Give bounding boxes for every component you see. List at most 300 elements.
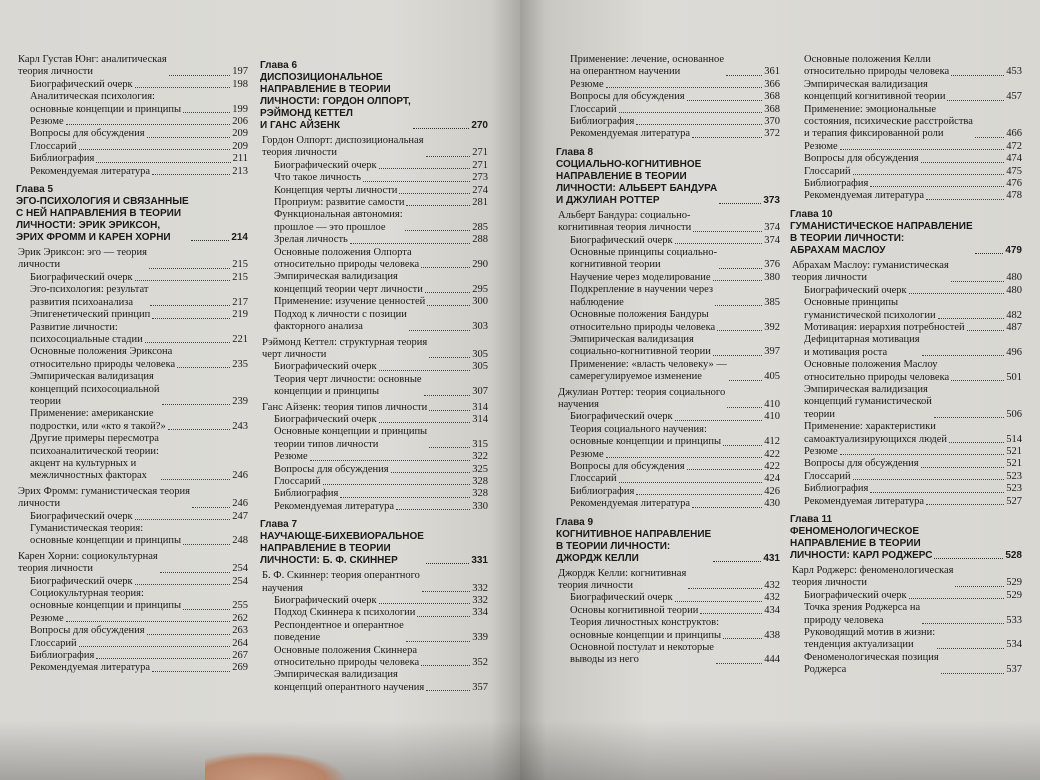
chapter-heading: [260, 519, 488, 567]
toc-subsection-entry: [16, 650, 248, 662]
page-number: 254: [232, 575, 248, 587]
page-number: 197: [232, 66, 248, 78]
toc-section-entry: [16, 54, 248, 79]
toc-subsection-entry: [790, 627, 1022, 652]
entry-title: Эрих Фромм: гуманистическая теория личности: [18, 485, 190, 510]
toc-subsection-entry: [260, 296, 488, 308]
page-number: 328: [472, 475, 488, 487]
toc-subsection-entry: [260, 271, 488, 296]
dot-leader: [161, 479, 230, 480]
dot-leader: [719, 268, 762, 269]
page-number: 523: [1006, 483, 1022, 495]
entry-title: Эмпирическая валидизация концепций гуманистической теории: [804, 383, 932, 420]
toc-subsection-entry: [260, 426, 488, 451]
toc-section-entry: [16, 551, 248, 576]
dot-leader: [934, 558, 1003, 559]
entry-title: Рэймонд Кеттел: структурная теория черт личности: [262, 336, 428, 360]
page-number: 215: [232, 271, 248, 283]
chapter-heading: [556, 517, 780, 565]
toc-section-entry: [16, 247, 248, 272]
chapter-number: Глава 5: [16, 184, 54, 196]
toc-subsection-entry: [16, 588, 248, 613]
dot-leader: [379, 603, 471, 604]
dot-leader: [619, 112, 763, 113]
page-number: 288: [472, 234, 488, 246]
dot-leader: [938, 318, 1005, 319]
entry-title: Точка зрения Роджерса на природу человека: [804, 602, 921, 626]
toc-subsection-entry: [790, 104, 1022, 141]
entry-title: Применение: эмоциональные состояния, психические расстройства и терапия фиксированной роли: [804, 103, 973, 140]
page-number: 380: [764, 271, 780, 283]
dot-leader: [379, 168, 471, 169]
dot-leader: [426, 156, 471, 157]
page-number: 246: [232, 470, 248, 482]
entry-title: Феноменологическая позиция Роджерса: [804, 651, 939, 676]
entry-title: Развитие личности: психосоциальные стадии: [30, 321, 143, 345]
entry-title: Резюме: [570, 448, 604, 460]
entry-title: Глоссарий: [274, 475, 321, 487]
dot-leader: [426, 690, 470, 691]
page-number: 397: [764, 346, 780, 358]
dot-leader: [363, 181, 470, 182]
toc-subsection-entry: [260, 309, 488, 334]
entry-title: Функциональная автономия: прошлое — это прошлое: [274, 209, 403, 233]
dot-leader: [147, 137, 231, 138]
page-number: 269: [232, 662, 248, 674]
dot-leader: [675, 243, 763, 244]
page-number: 267: [232, 650, 248, 662]
toc-subsection-entry: [790, 334, 1022, 359]
dot-leader: [135, 584, 231, 585]
entry-title: Проприум: развитие самости: [274, 197, 405, 209]
dot-leader: [192, 507, 230, 508]
page-number: 219: [232, 309, 248, 321]
page-number: 438: [764, 629, 780, 641]
page-number: 281: [472, 197, 488, 209]
page-number: 290: [472, 259, 488, 271]
toc-subsection-entry: [260, 476, 488, 488]
toc-subsection-entry: [16, 116, 248, 128]
toc-subsection-entry: [790, 602, 1022, 627]
page-number: 246: [232, 498, 248, 510]
entry-title: Рекомендуемая литература: [274, 500, 395, 512]
toc-subsection-entry: [790, 421, 1022, 446]
toc-subsection-entry: [16, 128, 248, 140]
page-number: 527: [1006, 495, 1022, 507]
page-number: 385: [764, 296, 780, 308]
toc-subsection-entry: [556, 247, 780, 272]
entry-title: Основные положения Олпорта относительно природы человека: [274, 246, 420, 271]
dot-leader: [340, 497, 470, 498]
toc-subsection-entry: [790, 297, 1022, 322]
toc-subsection-entry: [556, 486, 780, 498]
chapter-title: СОЦИАЛЬНО-КОГНИТИВНОЕ НАПРАВЛЕНИЕ В ТЕОРИИ ЛИЧНОСТИ: АЛЬБЕРТ БАНДУРА И ДЖУЛИАН РОТТЕР: [556, 158, 718, 206]
entry-title: Эмпирическая валидизация концепций оперантного научения: [274, 669, 425, 693]
page-number: 300: [472, 296, 488, 308]
entry-title: Зрелая личность: [274, 234, 348, 246]
toc-subsection-entry: [790, 322, 1022, 334]
dot-leader: [675, 420, 763, 421]
dot-leader: [693, 231, 762, 232]
toc-subsection-entry: [790, 471, 1022, 483]
toc-subsection-entry: [556, 411, 780, 423]
entry-title: Вопросы для обсуждения: [570, 460, 685, 472]
dot-leader: [183, 609, 230, 610]
dot-leader: [692, 507, 762, 508]
dot-leader: [922, 623, 1004, 624]
entry-title: Рекомендуемая литература: [804, 190, 925, 202]
entry-title: Вопросы для обсуждения: [804, 458, 919, 470]
toc-subsection-entry: [16, 91, 248, 116]
chapter-heading: [16, 184, 248, 244]
entry-title: Карл Роджерс: феноменологическая теория личности: [792, 565, 954, 589]
page-number: 529: [1006, 589, 1022, 601]
toc-subsection-entry: [556, 54, 780, 79]
dot-leader: [79, 646, 231, 647]
toc-section-entry: [260, 570, 488, 595]
toc-subsection-entry: [556, 284, 780, 309]
page-number: 285: [472, 221, 488, 233]
page-number: 307: [472, 386, 488, 398]
toc-subsection-entry: [16, 166, 248, 178]
page-number: 521: [1006, 445, 1022, 457]
chapter-title-row: [16, 196, 248, 244]
toc-subsection-entry: [16, 638, 248, 650]
entry-title: Резюме: [30, 612, 64, 624]
entry-title: Резюме: [570, 78, 604, 90]
page-number: 466: [1006, 128, 1022, 140]
toc-subsection-entry: [556, 309, 780, 334]
dot-leader: [715, 305, 762, 306]
page-number: 332: [472, 595, 488, 606]
page-number: 496: [1006, 346, 1022, 358]
page-number: 199: [232, 103, 248, 115]
page-number: 274: [472, 184, 488, 196]
entry-title: Биографический очерк: [30, 510, 133, 522]
dot-leader: [66, 124, 231, 125]
page-number: 534: [1006, 639, 1022, 651]
entry-title: Биографический очерк: [570, 592, 673, 604]
entry-title: Биографический очерк: [804, 284, 907, 296]
entry-title: Применение: «власть человеку» — самерегулируемое изменение: [570, 358, 727, 383]
page-number: 521: [1006, 458, 1022, 470]
entry-title: Основные принципы гуманистической психологии: [804, 297, 936, 321]
page-number: 431: [763, 552, 780, 564]
dot-leader: [951, 281, 1004, 282]
toc-subsection-entry: [556, 449, 780, 461]
dot-leader: [396, 509, 470, 510]
dot-leader: [716, 663, 762, 664]
page-number: 392: [764, 321, 780, 333]
entry-title: Биографический очерк: [274, 361, 377, 373]
page-number: 314: [472, 413, 488, 425]
toc-subsection-entry: [16, 284, 248, 309]
dot-leader: [152, 671, 230, 672]
page-number: 480: [1006, 272, 1022, 284]
page-number: 331: [471, 555, 488, 567]
entry-title: Библиография: [804, 483, 869, 495]
dot-leader: [840, 454, 1005, 455]
page-number: 314: [472, 401, 488, 413]
toc-subsection-entry: [16, 272, 248, 284]
entry-title: Основные положения Маслоу относительно природы человека: [804, 359, 950, 383]
dot-leader: [975, 253, 1004, 254]
toc-subsection-entry: [260, 361, 488, 373]
entry-title: Теория черт личности: основные концепции и принципы: [274, 373, 422, 398]
entry-title: Джулиан Роттер: теория социального научения: [558, 386, 726, 410]
page-number: 264: [232, 637, 248, 649]
toc-subsection-entry: [790, 458, 1022, 470]
entry-title: Альберт Бандура: социально- когнитивная теория личности: [558, 209, 692, 234]
chapter-number: Глава 7: [260, 519, 298, 531]
dot-leader: [135, 280, 231, 281]
entry-title: Подкрепление в научении через наблюдение: [570, 284, 714, 308]
toc-subsection-entry: [790, 54, 1022, 79]
chapter-number: Глава 9: [556, 516, 594, 528]
page-number: 235: [232, 358, 248, 370]
dot-leader: [66, 621, 231, 622]
dot-leader: [717, 330, 762, 331]
page-number: 328: [472, 488, 488, 500]
entry-title: Подход Скиннера к психологии: [274, 607, 416, 619]
dot-leader: [700, 613, 762, 614]
toc-subsection-entry: [16, 523, 248, 548]
entry-title: Рекомендуемая литература: [570, 128, 691, 140]
entry-title: Биографический очерк: [30, 575, 133, 587]
page-number: 444: [764, 654, 780, 666]
entry-title: Глоссарий: [570, 473, 617, 485]
page-number: 271: [472, 159, 488, 171]
dot-leader: [160, 572, 231, 573]
page-number: 271: [472, 147, 488, 159]
dot-leader: [152, 318, 230, 319]
toc-subsection-entry: [16, 79, 248, 91]
toc-subsection-entry: [260, 197, 488, 209]
page-number: 303: [472, 321, 488, 333]
page-number: 334: [472, 607, 488, 619]
dot-leader: [145, 342, 230, 343]
dot-leader: [921, 467, 1005, 468]
toc-section-entry: [556, 387, 780, 412]
entry-title: Основы когнитивной теории: [570, 604, 699, 616]
page-number: 270: [471, 120, 488, 131]
page-number: 501: [1006, 371, 1022, 383]
entry-title: Подход к личности с позиции факторного анализа: [274, 308, 407, 333]
toc-subsection-entry: [260, 374, 488, 399]
page-number: 374: [764, 222, 780, 234]
dot-leader: [713, 355, 762, 356]
dot-leader: [926, 504, 1004, 505]
entry-title: Основные концепции и принципы теории типов личности: [274, 426, 428, 450]
dot-leader: [152, 174, 230, 175]
toc-subsection-entry: [260, 185, 488, 197]
entry-title: Основной постулат и некоторые выводы из него: [570, 642, 714, 666]
page-number: 426: [764, 485, 780, 497]
entry-title: Теория социального научения: основные концепции и принципы: [570, 423, 722, 448]
toc-subsection-entry: [260, 607, 488, 619]
dot-leader: [853, 479, 1005, 480]
page-number: 368: [764, 91, 780, 103]
dot-leader: [713, 561, 761, 562]
entry-title: Гуманистическая теория: основные концепции и принципы: [30, 523, 182, 547]
page-number: 352: [472, 657, 488, 669]
chapter-heading: [260, 60, 488, 132]
chapter-title: ЭГО-ПСИХОЛОГИЯ И СВЯЗАННЫЕ С НЕЙ НАПРАВЛЕНИЯ В ТЕОРИИ ЛИЧНОСТИ: ЭРИК ЭРИКСОН, ЭРИХ ФРОММ И КАРЕН ХОРНИ: [16, 196, 189, 244]
dot-leader: [379, 370, 471, 371]
dot-leader: [687, 469, 763, 470]
toc-subsection-entry: [260, 669, 488, 694]
dot-leader: [619, 482, 763, 483]
page-number: 206: [232, 116, 248, 128]
page-number: 332: [472, 582, 488, 594]
toc-subsection-entry: [16, 141, 248, 153]
entry-title: Библиография: [804, 178, 869, 190]
chapter-heading: [790, 209, 1022, 257]
page-number: 528: [1005, 550, 1022, 561]
dot-leader: [870, 492, 1004, 493]
page-number: 357: [472, 681, 488, 693]
page-number: 476: [1006, 178, 1022, 190]
entry-title: Эмпирическая валидизация социально-когнитивной теории: [570, 333, 711, 358]
page-number: 247: [232, 510, 248, 522]
entry-title: Вопросы для обсуждения: [570, 91, 685, 103]
dot-leader: [96, 162, 230, 163]
page-number: 325: [472, 463, 488, 475]
toc-subsection-entry: [16, 346, 248, 371]
entry-title: Библиография: [570, 116, 635, 128]
entry-title: Эрик Эриксон: эго — теория личности: [18, 247, 147, 271]
entry-title: Вопросы для обсуждения: [274, 463, 389, 475]
entry-title: Эмпирическая валидизация концепций когнитивной теории: [804, 78, 946, 103]
dot-leader: [975, 137, 1004, 138]
toc-subsection-entry: [260, 595, 488, 607]
page-number: 475: [1006, 165, 1022, 177]
dot-leader: [870, 186, 1004, 187]
dot-leader: [162, 404, 231, 405]
page-number: 339: [472, 632, 488, 644]
page-number: 370: [764, 116, 780, 128]
page-number: 376: [764, 259, 780, 271]
entry-title: Руководящий мотив в жизни: тенденция актуализации: [804, 627, 936, 651]
dot-leader: [413, 128, 470, 129]
finger-shadow: [205, 752, 345, 780]
entry-title: Основные положения Келли относительно природы человека: [804, 54, 950, 78]
toc-section-entry: [16, 486, 248, 511]
page-number: 254: [232, 563, 248, 575]
toc-section-entry: [260, 135, 488, 160]
entry-title: Биографический очерк: [274, 159, 377, 171]
toc-subsection-entry: [16, 433, 248, 483]
entry-title: Биографический очерк: [570, 411, 673, 423]
entry-title: Мотивация: иерархия потребностей: [804, 321, 965, 333]
chapter-title-row: [260, 72, 488, 132]
entry-title: Основные положения Бандуры относительно природы человека: [570, 309, 716, 333]
chapter-number: Глава 10: [790, 208, 833, 220]
page-number: 221: [232, 333, 248, 345]
page-number: 217: [232, 296, 248, 308]
page-number: 410: [764, 411, 780, 423]
dot-leader: [429, 357, 470, 358]
page-number: 315: [472, 438, 488, 450]
entry-title: Глоссарий: [804, 165, 851, 177]
page-number: 457: [1006, 91, 1022, 103]
toc-section-entry: [556, 210, 780, 235]
page-number: 263: [232, 625, 248, 637]
dot-leader: [675, 601, 763, 602]
page-number: 422: [764, 448, 780, 460]
dot-leader: [687, 100, 763, 101]
dot-leader: [719, 203, 761, 204]
page-number: 243: [232, 420, 248, 432]
dot-leader: [424, 395, 471, 396]
entry-title: Биографический очерк: [804, 589, 907, 601]
toc-subsection-entry: [556, 617, 780, 642]
toc-subsection-entry: [556, 104, 780, 116]
dot-leader: [425, 292, 470, 293]
chapter-heading: [790, 514, 1022, 562]
toc-section-entry: [260, 337, 488, 362]
chapter-title-row: [790, 221, 1022, 257]
toc-subsection-entry: [260, 247, 488, 272]
page-number: 434: [764, 604, 780, 616]
dot-leader: [926, 199, 1004, 200]
dot-leader: [951, 380, 1004, 381]
entry-title: Аналитическая психология: основные концепции и принципы: [30, 91, 182, 115]
toc-subsection-entry: [260, 488, 488, 500]
page-number: 424: [764, 473, 780, 485]
page-number: 533: [1006, 614, 1022, 626]
dot-leader: [350, 243, 470, 244]
entry-title: Библиография: [570, 485, 635, 497]
toc-subsection-entry: [556, 334, 780, 359]
entry-title: Применение: американские подростки, или «кто я такой?»: [30, 408, 166, 432]
dot-leader: [853, 174, 1005, 175]
page-number: 330: [472, 500, 488, 512]
dot-leader: [406, 641, 470, 642]
dot-leader: [729, 380, 762, 381]
entry-title: Рекомендуемая литература: [804, 495, 925, 507]
entry-title: Ганс Айзенк: теория типов личности: [262, 401, 428, 413]
page-number: 453: [1006, 66, 1022, 78]
chapter-heading: [556, 147, 780, 207]
toc-subsection-entry: [790, 483, 1022, 495]
entry-title: Научение через моделирование: [570, 271, 711, 283]
dot-leader: [949, 442, 1004, 443]
toc-subsection-entry: [16, 662, 248, 674]
dot-leader: [713, 280, 763, 281]
page-number: 372: [764, 128, 780, 140]
toc-subsection-entry: [556, 642, 780, 667]
dot-leader: [135, 87, 231, 88]
entry-title: Вопросы для обсуждения: [30, 625, 145, 637]
page-number: 405: [764, 371, 780, 383]
dot-leader: [909, 293, 1005, 294]
page-number: 262: [232, 612, 248, 624]
entry-title: Другие примеры пересмотра психоаналитической теории: акцент на культурных и межличностных факторах: [30, 433, 159, 482]
toc-column-2: [260, 54, 488, 694]
dot-leader: [951, 75, 1004, 76]
entry-title: Биографический очерк: [274, 595, 377, 606]
dot-leader: [79, 149, 231, 150]
dot-leader: [135, 519, 231, 520]
entry-title: Социокультурная теория: основные концепции и принципы: [30, 588, 182, 612]
dot-leader: [922, 355, 1005, 356]
entry-title: Карен Хорни: социокультурная теория личности: [18, 550, 158, 575]
toc-subsection-entry: [260, 160, 488, 172]
dot-leader: [429, 447, 470, 448]
entry-title: Глоссарий: [30, 637, 77, 649]
entry-title: Концепция черты личности: [274, 184, 398, 196]
